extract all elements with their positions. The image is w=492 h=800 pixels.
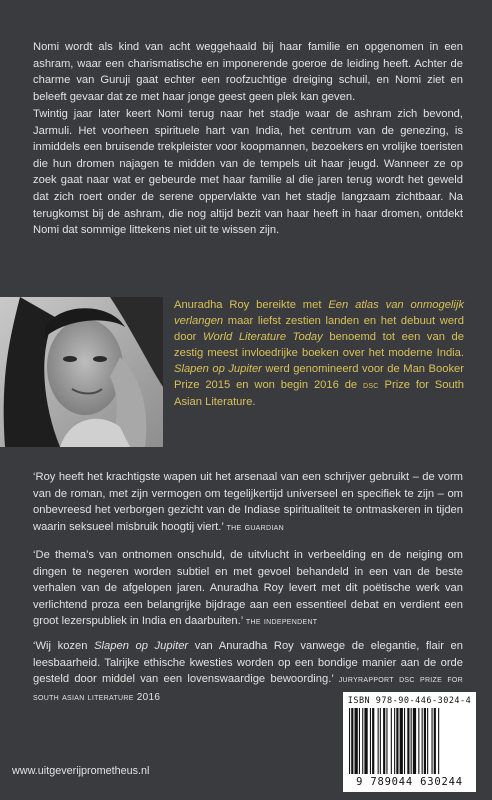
- barcode-box: [343, 692, 476, 792]
- isbn-label: ISBN 978-90-446-3024-4: [347, 696, 472, 706]
- quote-source: the independent: [245, 616, 318, 628]
- magazine-title: World Literature Today: [203, 331, 323, 343]
- barcode-digits: 9 789044 630244: [356, 776, 463, 788]
- author-photo: [0, 297, 163, 447]
- book-title-jupiter: Slapen op Jupiter: [94, 640, 189, 652]
- quote-source: the guardian: [226, 521, 284, 533]
- review-quote-jury: ‘Wij kozen Slapen op Jupiter van Anuradha Roy vanwege de elegantie, flair en leesbaarheid. Talrijke ethische kwesties worden op een bondige manier aan de orde gesteld door middel van een lovenswaardige bewoording.’ juryrapport dsc prize for south asian literature 2016: [33, 640, 463, 703]
- book-title-jupiter: Slapen op Jupiter: [174, 363, 262, 375]
- barcode-bars: [349, 708, 470, 774]
- review-quote-independent: ‘De thema’s van ontnomen onschuld, de uitvlucht in verbeelding en de neiging om dingen te negeren worden subtiel en met gevoel behandeld in een van de beste verhalen van de afgelopen jaren. Anuradha Roy levert met dit poëtische werk van verlichtend proza een belangrijke bijdrage aan een essentieel debat en verdient een groot lezerspubliek in India en daarbuiten.’ the independent: [33, 549, 463, 628]
- quote-source: juryrapport dsc prize for south asian literature 2016: [33, 674, 463, 703]
- author-bio: Anuradha Roy bereikte met Een atlas van onmogelijk verlangen maar liefst zestien landen en het debuut werd door World Literature Today benoemd tot een van de zestig meest invloedrijke boeken over het moderne India. Slapen op Jupiter werd genomineerd voor de Man Booker Prize 2015 en won begin 2016 de dsc Prize for South Asian Literature.: [174, 299, 465, 408]
- synopsis-paragraph-1: Nomi wordt als kind van acht weggehaald bij haar familie en opgenomen in een ashram, waar een charismatische en imponerende goeroe de leiding heeft. Achter de charme van Guruji gaat echter een roofzuchtige dreiging schuil, en Nomi ziet en beleeft gevaar dat ze met haar jonge geest geen plek kan geven.: [33, 41, 463, 103]
- author-portrait-image: [0, 297, 163, 447]
- review-quote-guardian: ‘Roy heeft het krachtigste wapen uit het arsenaal van een schrijver gebruikt – de vorm van de roman, met zijn vermogen om tegelijkertijd universeel en specifiek te zijn – om onbevreesd het verborgen gezicht van de Indiase spiritualiteit te ontmaskeren in tijden waarin seksueel misbruik hoogtij viert.’ the guardian: [33, 471, 463, 533]
- synopsis-paragraph-2: Twintig jaar later keert Nomi terug naar het stadje waar de ashram zich bevond, Jarmuli. Het voorheen spirituele hart van India, het centrum van de genezing, is inmiddels een bruisende trekpleister voor koopmannen, bezoekers en vrolijke toeristen die hun dromen najagen te midden van de tempels uit haar jeugd. Wanneer ze op zoek gaat naar wat er gebeurde met haar familie al die jaren terug wordt het geweld dat zich roert onder de serene oppervlakte van het stadje langzaam zichtbaar. Na terugkomst bij de ashram, die nog altijd bezit van haar heeft in haar dromen, ontdekt Nomi dat sommige littekens niet uit te wissen zijn.: [33, 108, 463, 237]
- book-title-atlas: Een atlas van onmogelijk verlangen: [174, 299, 464, 327]
- publisher-website: www.uitgeverijprometheus.nl: [12, 765, 150, 777]
